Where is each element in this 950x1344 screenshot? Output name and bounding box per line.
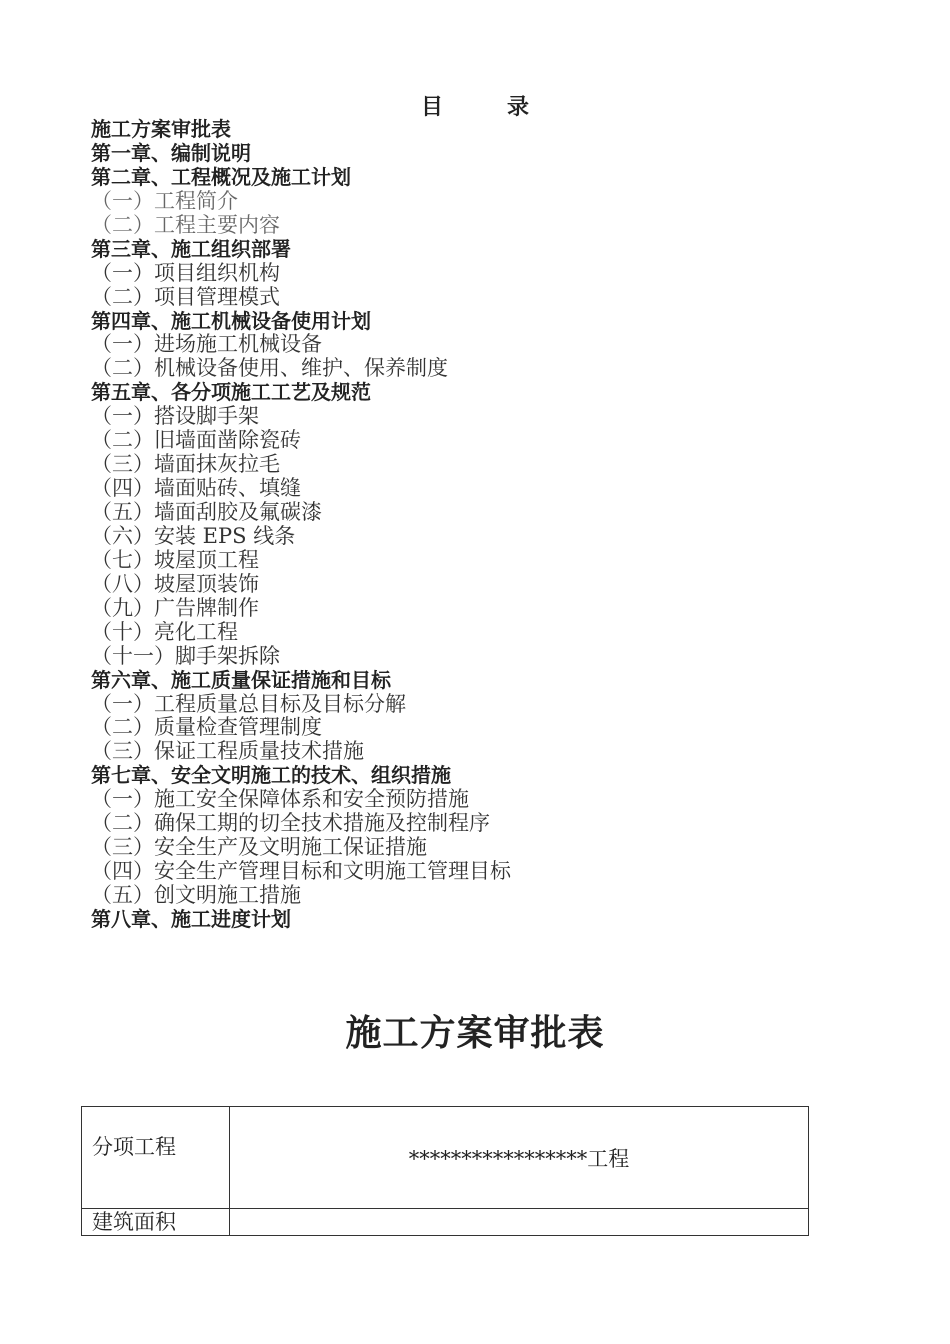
- subproject-value: *****************工程: [230, 1107, 809, 1209]
- toc-title-left: 目: [420, 94, 443, 120]
- toc-section: （二）项目管理模式: [91, 284, 280, 309]
- toc-chapter: 第四章、施工机械设备使用计划: [91, 308, 371, 333]
- toc-section: （二）旧墙面凿除瓷砖: [91, 428, 301, 453]
- table-row: [82, 1107, 809, 1209]
- toc-section: （一）搭设脚手架: [91, 404, 259, 429]
- toc-chapter: 第六章、施工质量保证措施和目标: [91, 667, 391, 692]
- toc-title-right: 录: [507, 94, 530, 120]
- toc-section: （三）保证工程质量技术措施: [91, 739, 364, 764]
- toc-section: （一）项目组织机构: [91, 260, 280, 285]
- toc-section: （七）坡屋顶工程: [91, 547, 259, 572]
- toc-section: （十一）脚手架拆除: [91, 643, 280, 668]
- toc-section: （六）安装 EPS 线条: [91, 523, 296, 548]
- table-of-contents: [91, 118, 851, 932]
- toc-chapter: 第二章、工程概况及施工计划: [91, 164, 351, 189]
- toc-chapter: 第八章、施工进度计划: [91, 906, 291, 931]
- toc-chapter: 第七章、安全文明施工的技术、组织措施: [91, 763, 451, 788]
- toc-section: （十）亮化工程: [91, 619, 238, 644]
- toc-section: （四）墙面贴砖、填缝: [91, 476, 301, 501]
- toc-chapter: 第五章、各分项施工工艺及规范: [91, 380, 371, 405]
- toc-section: （三）安全生产及文明施工保证措施: [91, 835, 427, 860]
- floor-area-value: [230, 1209, 809, 1236]
- toc-chapter: 施工方案审批表: [91, 117, 231, 141]
- toc-chapter: 第一章、编制说明: [91, 140, 251, 165]
- toc-section: （一）工程简介: [91, 188, 238, 213]
- toc-section: （八）坡屋顶装饰: [91, 571, 259, 596]
- toc-section: （五）创文明施工措施: [91, 883, 301, 907]
- approval-table: [81, 1106, 809, 1236]
- toc-section: （一）施工安全保障体系和安全预防措施: [91, 787, 469, 812]
- toc-section: （二）确保工期的切全技术措施及控制程序: [91, 811, 490, 836]
- toc-section: （五）墙面刮胶及氟碳漆: [91, 500, 322, 524]
- floor-area-label: 建筑面积: [82, 1209, 230, 1236]
- subproject-label: 分项工程: [82, 1107, 230, 1209]
- toc-section: （三）墙面抹灰拉毛: [91, 452, 280, 477]
- approval-form-title: 施工方案审批表: [345, 1012, 605, 1054]
- table-row: [82, 1209, 809, 1236]
- toc-section: （二）机械设备使用、维护、保养制度: [91, 356, 448, 381]
- toc-section: （一）工程质量总目标及目标分解: [91, 691, 406, 716]
- toc-section: （四）安全生产管理目标和文明施工管理目标: [91, 859, 511, 884]
- toc-section: （二）工程主要内容: [91, 212, 280, 237]
- toc-section: （一）进场施工机械设备: [91, 332, 322, 357]
- toc-chapter: 第三章、施工组织部署: [91, 236, 291, 261]
- toc-section: （二）质量检查管理制度: [91, 715, 322, 740]
- toc-section: （九）广告牌制作: [91, 595, 259, 620]
